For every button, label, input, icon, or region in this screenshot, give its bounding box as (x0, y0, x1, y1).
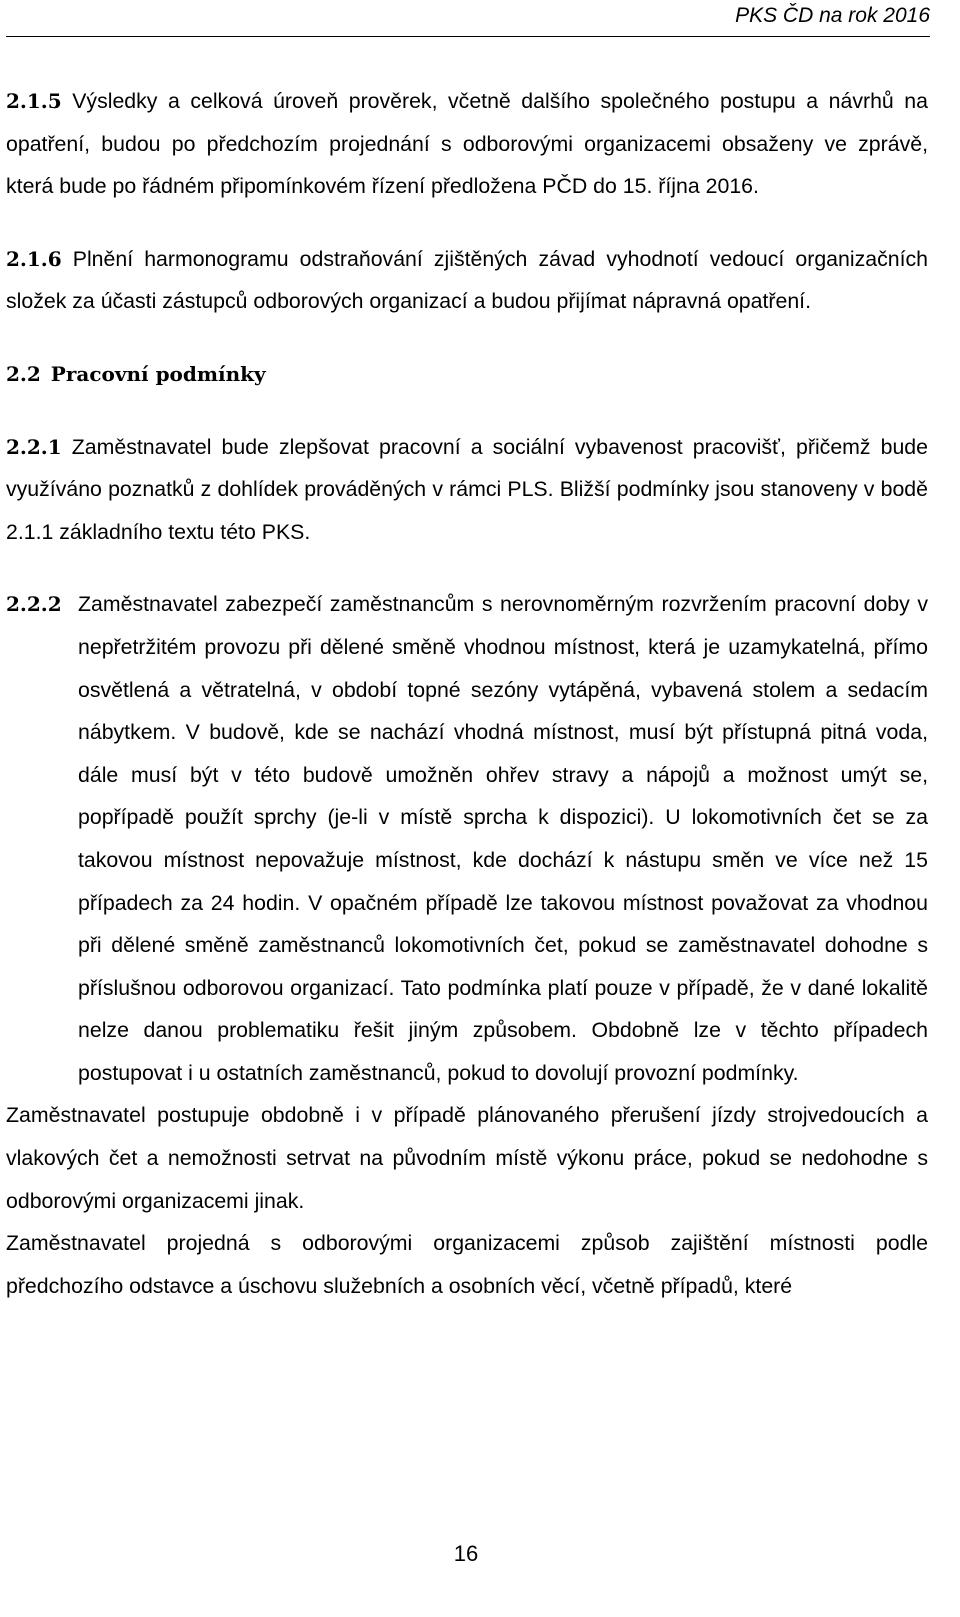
paragraph: Zaměstnavatel postupuje obdobně i v případě plánovaného přerušení jízdy strojvedoucích a vlakových čet a nemožnosti setrvat na původním místě výkonu práce, pokud se nedohodne s odborovými organizacemi jinak. (6, 1103, 928, 1213)
clause-number: 2.1.6 (6, 246, 62, 271)
clause-number: 2.2.1 (6, 434, 62, 459)
clause-text: Zaměstnavatel bude zlepšovat pracovní a sociální vybavenost pracovišť, přičemž bude využíváno poznatků z dohlídek prováděných v rámci PLS. Bližší podmínky jsou stanoveny v bodě 2.1.1 základního textu této PKS. (6, 434, 928, 544)
header-rule (6, 36, 930, 37)
clause-number: 2.2.2 (6, 592, 62, 617)
document-body (6, 80, 928, 1307)
section-number: 2.2 (6, 361, 41, 386)
clause-text: Zaměstnavatel zabezpečí zaměstnancům s nerovnoměrným rozvržením pracovní doby v nepřetržitém provozu při dělené směně vhodnou místnost, která je uzamykatelná, přímo osvětlená a větratelná, v období topné sezóny vytápěná, vybavená stolem a sedacím nábytkem. V budově, kde se nachází vhodná místnost, musí být přístupná pitná voda, dále musí být v této budově umožněn ohřev stravy a nápojů a možnost umýt se, popřípadě použít sprchy (je-li v místě sprcha k dispozici). U lokomotivních čet se za takovou místnost nepovažuje místnost, kde dochází k nástupu směn ve více než 15 případech za 24 hodin. V opačném případě lze takovou místnost považovat za vhodnou při dělené směně zaměstnanců lokomotivních čet, pokud se zaměstnavatel dohodne s příslušnou odborovou organizací. Tato podmínka platí pouze v případě, že v dané lokalitě nelze danou problematiku řešit jiným způsobem. Obdobně lze v těchto případech postupovat i u ostatních zaměstnanců, pokud to dovolují provozní podmínky. (78, 592, 928, 1085)
clause-2-1-5 (6, 80, 928, 208)
section-heading-2-2 (6, 353, 928, 396)
clause-2-2-1 (6, 426, 928, 554)
clause-number: 2.1.5 (6, 89, 62, 113)
clause-text: Plnění harmonogramu odstraňování zjištěných závad vyhodnotí vedoucí organizačních složek za účasti zástupců odborových organizací a budou přijímat nápravná opatření. (6, 246, 928, 314)
clause-2-2-2 (6, 583, 928, 1094)
page-number: 16 (453, 1541, 479, 1566)
running-header: PKS ČD na rok 2016 (735, 4, 930, 27)
clause-text: Výsledky a celková úroveň prověrek, včetně dalšího společného postupu a návrhů na opatření, budou po předchozím projednání s odborovými organizacemi obsaženy ve zprávě, která bude po řádném připomínkovém řízení předložena PČD do 15. října 2016. (6, 89, 928, 199)
clause-2-1-6 (6, 238, 928, 323)
paragraph: Zaměstnavatel projedná s odborovými organizacemi způsob zajištění místnosti podle předchozího odstavce a úschovu služebních a osobních věcí, včetně případů, které (6, 1231, 928, 1298)
section-title: Pracovní podmínky (50, 361, 266, 386)
